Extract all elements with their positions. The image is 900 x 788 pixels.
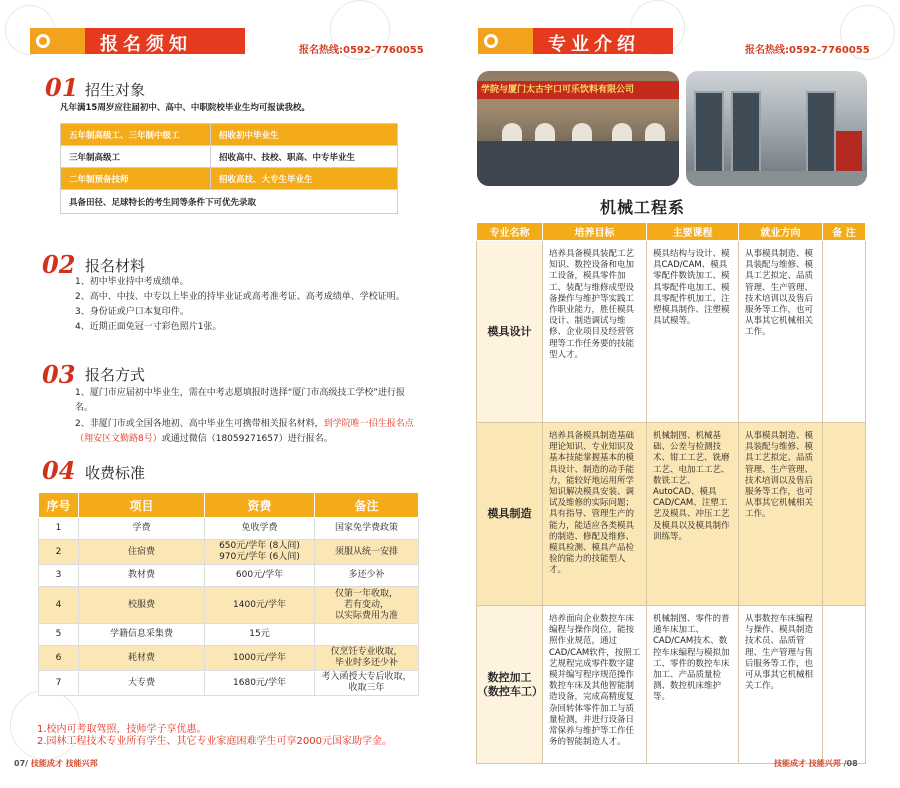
table-row [39, 624, 419, 646]
table-header: 备注 [315, 493, 419, 518]
table-row [39, 671, 419, 696]
material-item: 2、高中、中技、中专以上毕业的持毕业证或高考准考证、高考成绩单、学校证明。 [75, 292, 405, 302]
fee-note: 多还少补 [315, 565, 419, 587]
section-title: 报名材料 [85, 257, 146, 275]
ring-icon [484, 34, 498, 48]
table-row [39, 540, 419, 565]
footer [14, 758, 98, 769]
method-2-highlight: 到学院唯一招生报名点（翔安区文勤路8号） [75, 419, 414, 444]
table-row [39, 587, 419, 624]
desk-shape [477, 141, 679, 186]
fee-no: 5 [39, 624, 79, 646]
machine-shape [694, 91, 724, 176]
material-item: 1、初中毕业持中考成绩单。 [75, 277, 189, 287]
material-item: 4、近期正面免冠一寸彩色照片1张。 [75, 322, 222, 332]
machine-shape [806, 91, 836, 176]
table-row [61, 146, 398, 168]
fee-no: 2 [39, 540, 79, 565]
table-row [61, 190, 398, 214]
fee-item: 学籍信息采集费 [79, 624, 205, 646]
table-cell: 招收初中毕业生 [211, 124, 398, 146]
section-title: 收费标准 [85, 464, 146, 482]
table-row [39, 646, 419, 671]
fee-note: 仅第一年收取， 若有变动， 以实际费用为准 [315, 587, 419, 624]
table-row [477, 606, 866, 764]
fee-item: 学费 [79, 518, 205, 540]
fee-note: 考入函授大专后收取， 收取三年 [315, 671, 419, 696]
major-name: 数控加工 （数控车工） [477, 606, 543, 764]
table-row [39, 565, 419, 587]
department-title: 机械工程系 [600, 198, 686, 217]
table-cell: 三年制高级工 [61, 146, 211, 168]
hotline: 报名热线:0592-7760055 [745, 45, 870, 56]
fee-item: 耗材费 [79, 646, 205, 671]
section-number: 04 [42, 456, 76, 485]
major-remark [823, 423, 866, 606]
fee-amount: 650元/学年 (8人间) 970元/学年 (6人间) [205, 540, 315, 565]
fee-no: 3 [39, 565, 79, 587]
intro-text: 凡年满15周岁应往届初中、高中、中职院校毕业生均可报读我校。 [60, 103, 310, 113]
major-name: 模具制造 [477, 423, 543, 606]
fee-item: 教材费 [79, 565, 205, 587]
machine-shape [731, 91, 761, 176]
fee-amount: 15元 [205, 624, 315, 646]
page-number: /08 [843, 759, 858, 768]
fee-note: 须服从统一安排 [315, 540, 419, 565]
fee-amount: 1400元/学年 [205, 587, 315, 624]
note-item: 2.园林工程技术专业所有学生、其它专业家庭困难学生可享2000元国家助学金。 [37, 736, 392, 747]
major-table [476, 222, 866, 764]
table-header: 主要课程 [647, 223, 739, 241]
fee-table [38, 492, 419, 696]
fee-note [315, 624, 419, 646]
header-accent [478, 28, 533, 54]
section-title: 招生对象 [85, 81, 146, 99]
major-remark [823, 606, 866, 764]
table-cell: 二年制预备技师 [61, 168, 211, 190]
table-cell: 具备田径、足球特长的考生同等条件下可优先录取 [61, 190, 398, 214]
material-item: 3、身份证或户口本复印件。 [75, 307, 189, 317]
table-header-row [477, 223, 866, 241]
section-number: 01 [45, 73, 79, 102]
major-career: 从事模具制造、模具装配与维修、模具工艺拟定、品质管理、生产管理、技术培训以及售后服务等工作，也可从事其它机械相关工作。 [739, 241, 823, 423]
fee-item: 大专费 [79, 671, 205, 696]
fee-note: 国家免学费政策 [315, 518, 419, 540]
table-header: 专业名称 [477, 223, 543, 241]
header-bar [478, 28, 673, 54]
major-career: 从事模具制造、模具装配与维修、模具工艺拟定、品质管理、生产管理、技术培训以及售后服务等工作，也可从事其它机械相关工作。 [739, 423, 823, 606]
major-remark [823, 241, 866, 423]
enroll-table [60, 123, 398, 214]
workshop-photo [686, 71, 867, 186]
table-cell: 招收高技、大专生毕业生 [211, 168, 398, 190]
fee-amount: 1680元/学年 [205, 671, 315, 696]
page-number: 07/ [14, 759, 29, 768]
fee-no: 1 [39, 518, 79, 540]
fee-note: 仅烹饪专业收取， 毕业时多还少补 [315, 646, 419, 671]
footer-slogan: 技能成才 技能兴邦 [774, 759, 841, 768]
note-item: 1.校内可考取驾照，技师学子享优惠。 [37, 724, 207, 735]
footer [774, 758, 858, 769]
table-header: 培养目标 [543, 223, 647, 241]
table-header-row [39, 493, 419, 518]
page-title: 专业介绍 [548, 34, 640, 55]
major-career: 从事数控车床编程与操作、模具制造技术员、品质管理、生产管理与售后服务等工作，也可从事其它机械相关工作。 [739, 606, 823, 764]
photo-banner: 学院与厦门太古宇口可乐饮料有限公司 [477, 81, 679, 99]
ring-icon [36, 34, 50, 48]
major-courses: 机械制图、机械基础、公差与检测技术、钳工工艺、铣磨工艺、电加工工艺、数铣工艺、AutoCAD、模具CAD/CAM、注塑工艺及模具、冲压工艺及模具以及模具制作训练等。 [647, 423, 739, 606]
hotline: 报名热线:0592-7760055 [299, 45, 424, 56]
cabinet-shape [836, 131, 862, 176]
table-header: 序号 [39, 493, 79, 518]
method-2 [75, 417, 420, 447]
footer-slogan: 技能成才 技能兴邦 [30, 759, 98, 768]
method-2-text: 2、非厦门市或全国各地初、高中毕业生可携带相关报名材料， [75, 419, 324, 429]
major-goal: 培养具备模具制造基础理论知识、专业知识及基本技能掌握基本的模具设计、制造的动手能力，能较好地运用所学知识解决模具安装、调试及维修的实际问题；具有指导、管理生产的能力，能适应各类模具的制造、修配及维修、模具检测、模具产品检验的能力的技能型人才。 [543, 423, 647, 606]
section-title: 报名方式 [85, 366, 146, 384]
major-courses: 模具结构与设计、模具CAD/CAM、模具零配件数铣加工、模具零配件电加工、模具零配件机加工、注塑模具制作、注塑模具试模等。 [647, 241, 739, 423]
method-1: 1、厦门市应届初中毕业生，需在中考志愿填报时选择“厦门市高级技工学校”进行报名。 [75, 388, 406, 413]
table-row [477, 241, 866, 423]
fee-amount: 1000元/学年 [205, 646, 315, 671]
table-header: 备 注 [823, 223, 866, 241]
fee-item: 住宿费 [79, 540, 205, 565]
fee-no: 4 [39, 587, 79, 624]
table-header: 资费 [205, 493, 315, 518]
major-courses: 机械制图、零件的普通车床加工、CAD/CAM技术、数控车床编程与模拟加工、零件的数控车床加工、产品质量检测、数控机床维护等。 [647, 606, 739, 764]
fee-item: 校服费 [79, 587, 205, 624]
materials-list [75, 275, 420, 335]
section-number: 02 [42, 250, 76, 279]
fee-amount: 600元/学年 [205, 565, 315, 587]
method-2-text: 或通过微信（18059271657）进行报名。 [161, 434, 333, 444]
table-row [39, 518, 419, 540]
table-row [61, 124, 398, 146]
fee-notes [37, 724, 392, 748]
fee-no: 6 [39, 646, 79, 671]
major-goal: 培养面向企业数控车床编程与操作岗位，能按照作业规范，通过CAD/CAM软件，按照工艺规程完成零件数字建模并编写程序规范操作数控车床及其他智能制造设备，完成高精度复杂回转体零件加工与质量检测，并进行设备日常保养与维护等工作任务的智能制造人才。 [543, 606, 647, 764]
header-bar [30, 28, 245, 54]
meeting-photo [477, 71, 679, 186]
table-cell: 五年制高级工、三年制中级工 [61, 124, 211, 146]
table-header: 就业方向 [739, 223, 823, 241]
table-cell: 招收高中、技校、职高、中专毕业生 [211, 146, 398, 168]
table-row [477, 423, 866, 606]
floor-shape [686, 171, 867, 186]
major-name: 模具设计 [477, 241, 543, 423]
fee-no: 7 [39, 671, 79, 696]
table-row [61, 168, 398, 190]
section-number: 03 [42, 360, 76, 389]
page-title: 报名须知 [100, 34, 192, 55]
header-accent [30, 28, 85, 54]
fee-amount: 免收学费 [205, 518, 315, 540]
major-goal: 培养具备模具装配工艺知识、数控设备和电加工设备，模具零件加工、装配与维修成型设备操作与维护等实践工作职业能力，胜任模具设计、制造调试与维修、企业项目及经营管理等工作任务要的技能型人才。 [543, 241, 647, 423]
table-header: 项目 [79, 493, 205, 518]
